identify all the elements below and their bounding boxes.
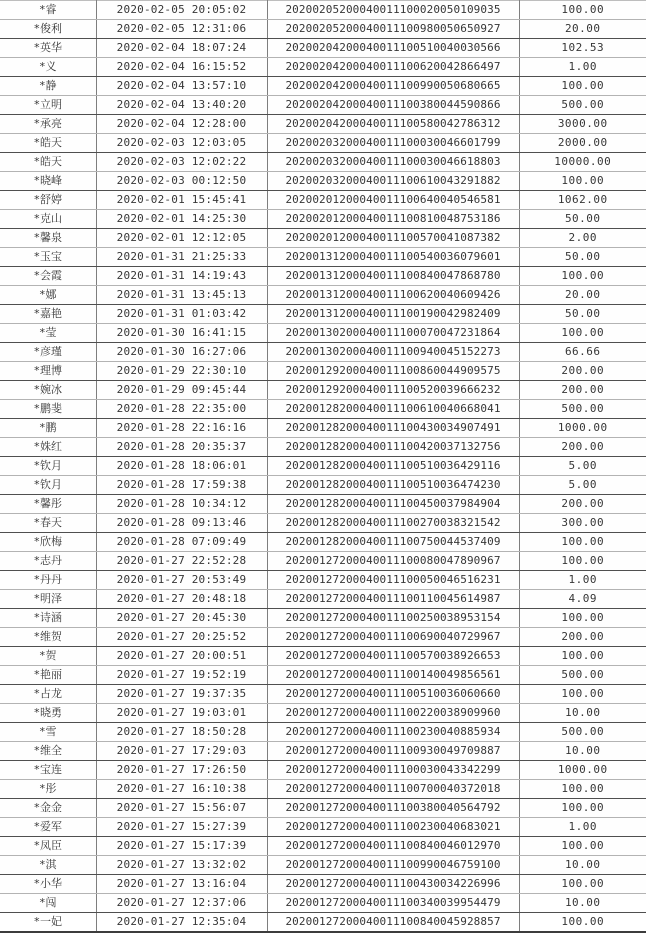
amount-cell: 2000.00 xyxy=(519,134,646,153)
txnno-cell: 20200129200040011100860044909575 xyxy=(267,362,519,381)
amount-cell: 1.00 xyxy=(519,818,646,837)
table-row xyxy=(0,799,646,818)
txnno-cell: 20200127200040011100030043342299 xyxy=(267,761,519,780)
name-cell: *静 xyxy=(0,77,96,96)
txnno-cell: 20200204200040011100580042786312 xyxy=(267,115,519,134)
amount-cell: 1.00 xyxy=(519,571,646,590)
table-row xyxy=(0,96,646,115)
name-cell: *占龙 xyxy=(0,685,96,704)
datetime-cell: 2020-01-27 20:25:52 xyxy=(96,628,267,647)
amount-cell: 500.00 xyxy=(519,666,646,685)
amount-cell: 10.00 xyxy=(519,742,646,761)
datetime-cell: 2020-02-01 12:12:05 xyxy=(96,229,267,248)
datetime-cell: 2020-01-28 18:06:01 xyxy=(96,457,267,476)
table-row xyxy=(0,438,646,457)
name-cell: *艳丽 xyxy=(0,666,96,685)
datetime-cell: 2020-02-05 12:31:06 xyxy=(96,20,267,39)
amount-cell: 2.00 xyxy=(519,229,646,248)
name-cell: *春天 xyxy=(0,514,96,533)
table-row xyxy=(0,818,646,837)
datetime-cell: 2020-01-29 09:45:44 xyxy=(96,381,267,400)
name-cell: *丹丹 xyxy=(0,571,96,590)
amount-cell: 5.00 xyxy=(519,457,646,476)
datetime-cell: 2020-01-27 19:37:35 xyxy=(96,685,267,704)
name-cell: *玉宝 xyxy=(0,248,96,267)
txnno-cell: 20200127200040011100840046012970 xyxy=(267,837,519,856)
amount-cell: 10.00 xyxy=(519,894,646,913)
datetime-cell: 2020-01-29 22:30:10 xyxy=(96,362,267,381)
amount-cell: 200.00 xyxy=(519,628,646,647)
name-cell: *凤臣 xyxy=(0,837,96,856)
datetime-cell: 2020-01-27 15:56:07 xyxy=(96,799,267,818)
datetime-cell: 2020-01-27 15:27:39 xyxy=(96,818,267,837)
amount-cell: 20.00 xyxy=(519,20,646,39)
txnno-cell: 20200127200040011100990046759100 xyxy=(267,856,519,875)
name-cell: *婉冰 xyxy=(0,381,96,400)
amount-cell: 100.00 xyxy=(519,685,646,704)
datetime-cell: 2020-01-28 10:34:12 xyxy=(96,495,267,514)
name-cell: *晓峰 xyxy=(0,172,96,191)
table-row xyxy=(0,1,646,20)
amount-cell: 100.00 xyxy=(519,609,646,628)
datetime-cell: 2020-02-03 12:03:05 xyxy=(96,134,267,153)
txnno-cell: 20200127200040011100570038926653 xyxy=(267,647,519,666)
table-row xyxy=(0,286,646,305)
txnno-cell: 20200127200040011100230040885934 xyxy=(267,723,519,742)
name-cell: *欣梅 xyxy=(0,533,96,552)
name-cell: *诗涵 xyxy=(0,609,96,628)
txnno-cell: 20200128200040011100420037132756 xyxy=(267,438,519,457)
txnno-cell: 20200127200040011100700040372018 xyxy=(267,780,519,799)
table-row xyxy=(0,210,646,229)
txnno-cell: 20200127200040011100050046516231 xyxy=(267,571,519,590)
datetime-cell: 2020-01-31 21:25:33 xyxy=(96,248,267,267)
datetime-cell: 2020-01-27 17:26:50 xyxy=(96,761,267,780)
amount-cell: 100.00 xyxy=(519,780,646,799)
table-row xyxy=(0,552,646,571)
txnno-cell: 20200128200040011100510036474230 xyxy=(267,476,519,495)
name-cell: *馨泉 xyxy=(0,229,96,248)
table-row xyxy=(0,628,646,647)
name-cell: *闯 xyxy=(0,894,96,913)
amount-cell: 100.00 xyxy=(519,837,646,856)
txnno-cell: 20200205200040011100980050650927 xyxy=(267,20,519,39)
name-cell: *娜 xyxy=(0,286,96,305)
datetime-cell: 2020-01-30 16:41:15 xyxy=(96,324,267,343)
table-row xyxy=(0,894,646,913)
amount-cell: 100.00 xyxy=(519,799,646,818)
name-cell: *鹏斐 xyxy=(0,400,96,419)
txnno-cell: 20200204200040011100990050680665 xyxy=(267,77,519,96)
table-row xyxy=(0,172,646,191)
name-cell: *姝红 xyxy=(0,438,96,457)
table-row xyxy=(0,723,646,742)
amount-cell: 10.00 xyxy=(519,704,646,723)
name-cell: *理博 xyxy=(0,362,96,381)
datetime-cell: 2020-02-04 13:57:10 xyxy=(96,77,267,96)
name-cell: *爱军 xyxy=(0,818,96,837)
name-cell: *舒婷 xyxy=(0,191,96,210)
table-row xyxy=(0,742,646,761)
table-row xyxy=(0,191,646,210)
txnno-cell: 20200203200040011100030046601799 xyxy=(267,134,519,153)
amount-cell: 1062.00 xyxy=(519,191,646,210)
table-row xyxy=(0,419,646,438)
name-cell: *雪 xyxy=(0,723,96,742)
txnno-cell: 20200127200040011100110045614987 xyxy=(267,590,519,609)
table-row xyxy=(0,609,646,628)
amount-cell: 100.00 xyxy=(519,875,646,894)
table-row xyxy=(0,837,646,856)
txnno-cell: 20200127200040011100930049709887 xyxy=(267,742,519,761)
table-row xyxy=(0,761,646,780)
txnno-cell: 20200128200040011100430034907491 xyxy=(267,419,519,438)
amount-cell: 1000.00 xyxy=(519,761,646,780)
datetime-cell: 2020-02-01 15:45:41 xyxy=(96,191,267,210)
table-row xyxy=(0,856,646,875)
amount-cell: 100.00 xyxy=(519,172,646,191)
name-cell: *嘉艳 xyxy=(0,305,96,324)
name-cell: *钦月 xyxy=(0,476,96,495)
datetime-cell: 2020-01-27 18:50:28 xyxy=(96,723,267,742)
datetime-cell: 2020-01-28 07:09:49 xyxy=(96,533,267,552)
table-row xyxy=(0,780,646,799)
datetime-cell: 2020-02-01 14:25:30 xyxy=(96,210,267,229)
table-row xyxy=(0,685,646,704)
table-row xyxy=(0,476,646,495)
amount-cell: 1000.00 xyxy=(519,419,646,438)
amount-cell: 500.00 xyxy=(519,723,646,742)
datetime-cell: 2020-01-27 15:17:39 xyxy=(96,837,267,856)
amount-cell: 5.00 xyxy=(519,476,646,495)
name-cell: *彦瑾 xyxy=(0,343,96,362)
name-cell: *小华 xyxy=(0,875,96,894)
txnno-cell: 20200127200040011100080047890967 xyxy=(267,552,519,571)
table-row xyxy=(0,571,646,590)
name-cell: *英华 xyxy=(0,39,96,58)
txnno-cell: 20200204200040011100380044590866 xyxy=(267,96,519,115)
amount-cell: 100.00 xyxy=(519,324,646,343)
amount-cell: 100.00 xyxy=(519,533,646,552)
datetime-cell: 2020-02-05 20:05:02 xyxy=(96,1,267,20)
table-row xyxy=(0,20,646,39)
datetime-cell: 2020-01-27 20:53:49 xyxy=(96,571,267,590)
name-cell: *维全 xyxy=(0,742,96,761)
name-cell: *莹 xyxy=(0,324,96,343)
txnno-cell: 20200127200040011100840045928857 xyxy=(267,913,519,933)
datetime-cell: 2020-01-27 20:45:30 xyxy=(96,609,267,628)
name-cell: *金金 xyxy=(0,799,96,818)
name-cell: *淇 xyxy=(0,856,96,875)
txnno-cell: 20200130200040011100070047231864 xyxy=(267,324,519,343)
table-row xyxy=(0,647,646,666)
name-cell: *一妃 xyxy=(0,913,96,933)
table-row xyxy=(0,495,646,514)
amount-cell: 102.53 xyxy=(519,39,646,58)
datetime-cell: 2020-02-04 18:07:24 xyxy=(96,39,267,58)
table-row xyxy=(0,704,646,723)
datetime-cell: 2020-01-28 17:59:38 xyxy=(96,476,267,495)
txnno-cell: 20200204200040011100620042866497 xyxy=(267,58,519,77)
txnno-cell: 20200128200040011100270038321542 xyxy=(267,514,519,533)
txnno-cell: 20200127200040011100140049856561 xyxy=(267,666,519,685)
amount-cell: 1.00 xyxy=(519,58,646,77)
amount-cell: 200.00 xyxy=(519,495,646,514)
name-cell: *志丹 xyxy=(0,552,96,571)
name-cell: *宝连 xyxy=(0,761,96,780)
table-row xyxy=(0,248,646,267)
amount-cell: 3000.00 xyxy=(519,115,646,134)
txnno-cell: 20200201200040011100640040546581 xyxy=(267,191,519,210)
txnno-cell: 20200127200040011100340039954479 xyxy=(267,894,519,913)
txnno-cell: 20200129200040011100520039666232 xyxy=(267,381,519,400)
amount-cell: 66.66 xyxy=(519,343,646,362)
datetime-cell: 2020-01-27 22:52:28 xyxy=(96,552,267,571)
amount-cell: 100.00 xyxy=(519,77,646,96)
amount-cell: 200.00 xyxy=(519,381,646,400)
txnno-cell: 20200205200040011100020050109035 xyxy=(267,1,519,20)
table-row xyxy=(0,381,646,400)
datetime-cell: 2020-01-27 12:35:04 xyxy=(96,913,267,933)
datetime-cell: 2020-01-28 09:13:46 xyxy=(96,514,267,533)
datetime-cell: 2020-01-27 13:32:02 xyxy=(96,856,267,875)
txnno-cell: 20200204200040011100510040030566 xyxy=(267,39,519,58)
amount-cell: 100.00 xyxy=(519,647,646,666)
datetime-cell: 2020-01-31 13:45:13 xyxy=(96,286,267,305)
table-row xyxy=(0,514,646,533)
table-row xyxy=(0,115,646,134)
datetime-cell: 2020-01-27 17:29:03 xyxy=(96,742,267,761)
amount-cell: 50.00 xyxy=(519,248,646,267)
table-row xyxy=(0,913,646,933)
datetime-cell: 2020-02-03 12:02:22 xyxy=(96,153,267,172)
name-cell: *义 xyxy=(0,58,96,77)
amount-cell: 100.00 xyxy=(519,913,646,933)
txnno-cell: 20200130200040011100940045152273 xyxy=(267,343,519,362)
txnno-cell: 20200203200040011100030046618803 xyxy=(267,153,519,172)
txnno-cell: 20200127200040011100220038909960 xyxy=(267,704,519,723)
datetime-cell: 2020-01-27 19:03:01 xyxy=(96,704,267,723)
datetime-cell: 2020-01-27 13:16:04 xyxy=(96,875,267,894)
table-row xyxy=(0,362,646,381)
table-row xyxy=(0,229,646,248)
table-row xyxy=(0,324,646,343)
txnno-cell: 20200128200040011100510036429116 xyxy=(267,457,519,476)
txnno-cell: 20200128200040011100610040668041 xyxy=(267,400,519,419)
table-row xyxy=(0,267,646,286)
txnno-cell: 20200201200040011100810048753186 xyxy=(267,210,519,229)
name-cell: *维贺 xyxy=(0,628,96,647)
amount-cell: 20.00 xyxy=(519,286,646,305)
amount-cell: 50.00 xyxy=(519,210,646,229)
datetime-cell: 2020-01-31 14:19:43 xyxy=(96,267,267,286)
table-row xyxy=(0,134,646,153)
table-row xyxy=(0,590,646,609)
table-row xyxy=(0,305,646,324)
amount-cell: 200.00 xyxy=(519,362,646,381)
amount-cell: 200.00 xyxy=(519,438,646,457)
txnno-cell: 20200131200040011100190042982409 xyxy=(267,305,519,324)
name-cell: *晓勇 xyxy=(0,704,96,723)
txnno-cell: 20200127200040011100690040729967 xyxy=(267,628,519,647)
amount-cell: 100.00 xyxy=(519,552,646,571)
txnno-cell: 20200127200040011100510036060660 xyxy=(267,685,519,704)
table-row xyxy=(0,58,646,77)
name-cell: *立明 xyxy=(0,96,96,115)
txnno-cell: 20200127200040011100430034226996 xyxy=(267,875,519,894)
datetime-cell: 2020-01-31 01:03:42 xyxy=(96,305,267,324)
datetime-cell: 2020-01-30 16:27:06 xyxy=(96,343,267,362)
table-row xyxy=(0,457,646,476)
table-row xyxy=(0,343,646,362)
datetime-cell: 2020-01-27 12:37:06 xyxy=(96,894,267,913)
name-cell: *钦月 xyxy=(0,457,96,476)
table-row xyxy=(0,77,646,96)
datetime-cell: 2020-02-04 12:28:00 xyxy=(96,115,267,134)
name-cell: *承亮 xyxy=(0,115,96,134)
datetime-cell: 2020-01-28 20:35:37 xyxy=(96,438,267,457)
name-cell: *克山 xyxy=(0,210,96,229)
txnno-cell: 20200201200040011100570041087382 xyxy=(267,229,519,248)
table-row xyxy=(0,39,646,58)
txnno-cell: 20200203200040011100610043291882 xyxy=(267,172,519,191)
name-cell: *鹏 xyxy=(0,419,96,438)
amount-cell: 10000.00 xyxy=(519,153,646,172)
amount-cell: 50.00 xyxy=(519,305,646,324)
amount-cell: 500.00 xyxy=(519,400,646,419)
datetime-cell: 2020-01-28 22:16:16 xyxy=(96,419,267,438)
txnno-cell: 20200128200040011100750044537409 xyxy=(267,533,519,552)
name-cell: *皓天 xyxy=(0,134,96,153)
name-cell: *彤 xyxy=(0,780,96,799)
amount-cell: 4.09 xyxy=(519,590,646,609)
datetime-cell: 2020-02-04 16:15:52 xyxy=(96,58,267,77)
amount-cell: 300.00 xyxy=(519,514,646,533)
datetime-cell: 2020-01-28 22:35:00 xyxy=(96,400,267,419)
txnno-cell: 20200127200040011100250038953154 xyxy=(267,609,519,628)
datetime-cell: 2020-01-27 19:52:19 xyxy=(96,666,267,685)
name-cell: *俊利 xyxy=(0,20,96,39)
amount-cell: 10.00 xyxy=(519,856,646,875)
name-cell: *会霞 xyxy=(0,267,96,286)
txnno-cell: 20200127200040011100230040683021 xyxy=(267,818,519,837)
amount-cell: 500.00 xyxy=(519,96,646,115)
txnno-cell: 20200128200040011100450037984904 xyxy=(267,495,519,514)
table-row xyxy=(0,400,646,419)
transactions-rows xyxy=(0,1,646,933)
table-row xyxy=(0,533,646,552)
datetime-cell: 2020-02-03 00:12:50 xyxy=(96,172,267,191)
txnno-cell: 20200131200040011100540036079601 xyxy=(267,248,519,267)
txnno-cell: 20200131200040011100840047868780 xyxy=(267,267,519,286)
table-row xyxy=(0,153,646,172)
name-cell: *皓天 xyxy=(0,153,96,172)
amount-cell: 100.00 xyxy=(519,1,646,20)
name-cell: *睿 xyxy=(0,1,96,20)
datetime-cell: 2020-02-04 13:40:20 xyxy=(96,96,267,115)
datetime-cell: 2020-01-27 20:48:18 xyxy=(96,590,267,609)
name-cell: *馨彤 xyxy=(0,495,96,514)
txnno-cell: 20200131200040011100620040609426 xyxy=(267,286,519,305)
name-cell: *贺 xyxy=(0,647,96,666)
amount-cell: 100.00 xyxy=(519,267,646,286)
table-row xyxy=(0,666,646,685)
datetime-cell: 2020-01-27 20:00:51 xyxy=(96,647,267,666)
datetime-cell: 2020-01-27 16:10:38 xyxy=(96,780,267,799)
txnno-cell: 20200127200040011100380040564792 xyxy=(267,799,519,818)
table-row xyxy=(0,875,646,894)
name-cell: *明泽 xyxy=(0,590,96,609)
